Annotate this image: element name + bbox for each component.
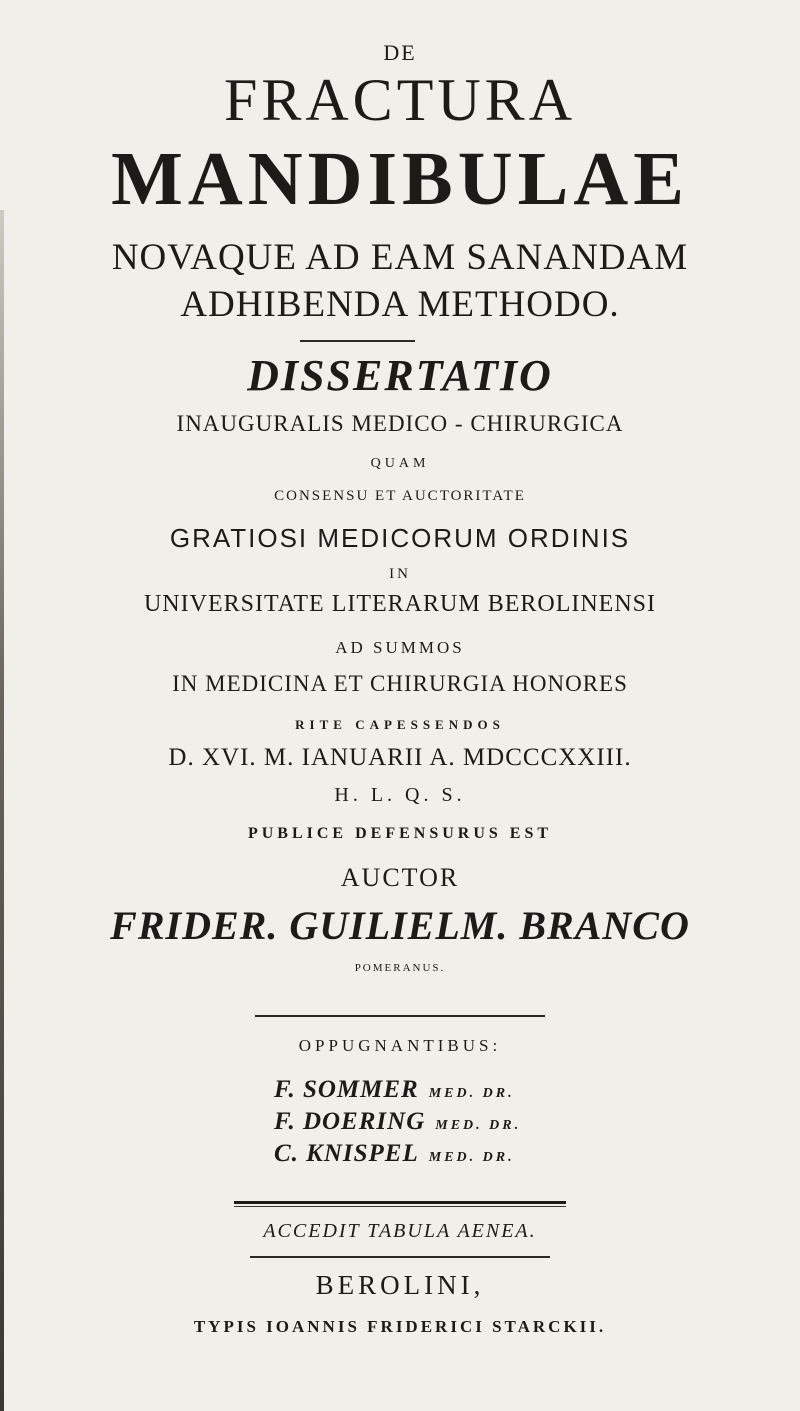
divider-rule (300, 340, 415, 342)
divider-rule-thin (234, 1206, 566, 1207)
title-line-2: MANDIBULAE (111, 137, 689, 221)
divider-rule (250, 1256, 550, 1258)
text-universitate: UNIVERSITATE LITERARUM BEROLINENSI (143, 591, 657, 617)
opponent-name: F. SOMMER (274, 1076, 419, 1103)
text-in: IN (389, 566, 411, 582)
imprint-printer: TYPIS IOANNIS FRIDERICI STARCKII. (193, 1317, 607, 1336)
title-line-1: FRACTURA (223, 67, 577, 133)
author-name: FRIDER. GUILIELM. BRANCO (110, 903, 690, 948)
opponent-degree: MED. DR. (435, 1118, 522, 1133)
divider-rule (255, 1015, 545, 1017)
genre-subheading: INAUGURALIS MEDICO - CHIRURGICA (176, 411, 624, 436)
opponents-label: OPPUGNANTIBUS: (298, 1036, 502, 1055)
text-quam: QUAM (370, 456, 430, 471)
text-consensu: CONSENSU ET AUCTORITATE (274, 488, 526, 504)
opponent-degree: MED. DR. (428, 1086, 515, 1101)
opponent-entry (274, 1076, 515, 1104)
author-origin: POMERANUS. (354, 962, 446, 974)
subtitle-line-1: NOVAQUE AD EAM SANANDAM (111, 237, 689, 278)
title-preposition: DE (383, 40, 417, 65)
auctor-label: AUCTOR (340, 863, 460, 892)
text-publice: PUBLICE DEFENSURUS EST (247, 825, 553, 842)
text-gratiosi: GRATIOSI MEDICORUM ORDINIS (169, 523, 631, 553)
text-hlqs: H. L. Q. S. (334, 784, 466, 806)
defense-date: D. XVI. M. IANUARII A. MDCCCXXIII. (168, 744, 632, 771)
opponent-degree: MED. DR. (428, 1150, 515, 1165)
opponent-entry (274, 1108, 521, 1136)
text-honores: IN MEDICINA ET CHIRURGIA HONORES (172, 671, 628, 696)
subtitle-line-2: ADHIBENDA METHODO. (180, 284, 620, 325)
opponent-name: F. DOERING (274, 1108, 426, 1135)
plate-note: ACCEDIT TABULA AENEA. (263, 1220, 537, 1242)
divider-rule-thick (234, 1201, 566, 1204)
imprint-place: BEROLINI, (315, 1270, 485, 1300)
opponent-entry (274, 1140, 515, 1168)
text-rite: RITE CAPESSENDOS (295, 717, 505, 732)
opponent-name: C. KNISPEL (274, 1140, 419, 1167)
genre-heading: DISSERTATIO (247, 351, 553, 400)
text-ad-summos: AD SUMMOS (335, 638, 465, 657)
